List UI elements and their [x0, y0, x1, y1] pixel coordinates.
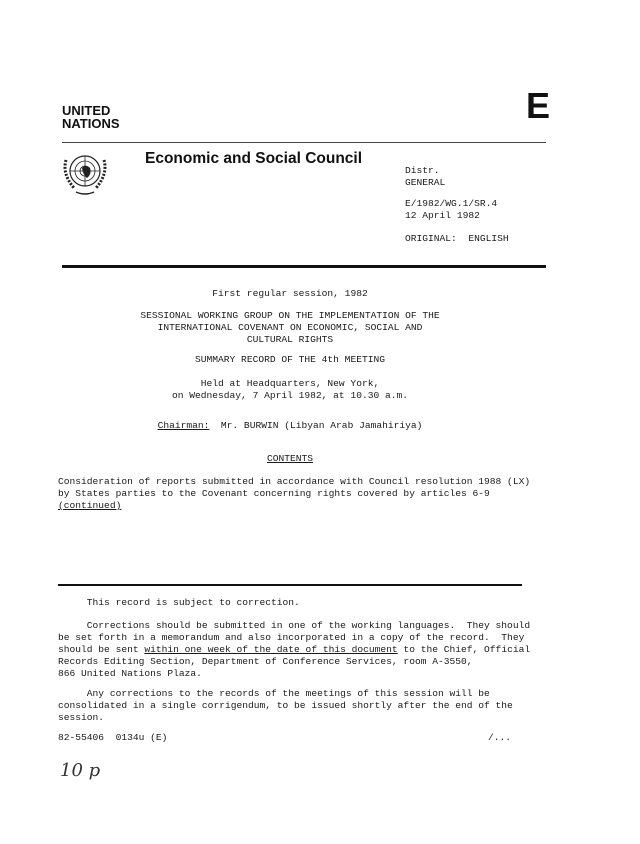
chairman-line: [0, 420, 580, 432]
org-name-line1: UNITED: [62, 103, 111, 118]
continuation-mark: /...: [488, 732, 512, 743]
contents-line-2: by States parties to the Covenant concerning rights covered by articles 6-9: [58, 488, 490, 499]
notice-p3-line3: session.: [58, 712, 105, 723]
record-title: SUMMARY RECORD OF THE 4th MEETING: [195, 354, 385, 365]
text: to the Chief, Official: [397, 644, 531, 655]
chairman-value: Mr. BURWIN (Libyan Arab Jamahiriya): [209, 420, 423, 431]
language-letter: E: [526, 85, 551, 126]
notice-p2-line2: be set forth in a memorandum and also incorporated in a copy of the record. They: [58, 632, 525, 643]
org-name-line2: NATIONS: [62, 116, 120, 131]
header-rule: [62, 142, 546, 143]
notice-p3-line1: Any corrections to the records of the meetings of this session will be: [58, 688, 490, 699]
deadline-underlined: within one week of the date of this document: [144, 644, 398, 655]
council-name: Economic and Social Council: [145, 150, 363, 167]
held-line-2: on Wednesday, 7 April 1982, at 10.30 a.m.: [171, 390, 409, 401]
contents-continued: (continued): [58, 500, 122, 511]
notice-p2-line3: [58, 644, 530, 656]
un-emblem-icon: [58, 148, 112, 198]
notice-rule: [58, 584, 522, 586]
document-symbol: E/1982/WG.1/SR.4: [405, 198, 498, 209]
original-language: ORIGINAL: ENGLISH: [405, 233, 509, 244]
notice-p3-line2: consolidated in a single corrigendum, to be issued shortly after the end of the: [58, 700, 513, 711]
document-date: 12 April 1982: [405, 210, 480, 221]
text: should be sent: [58, 644, 145, 655]
contents-line-1: Consideration of reports submitted in accordance with Council resolution 1988 (LX): [58, 476, 531, 487]
job-number: 82-55406 0134u (E): [58, 732, 168, 743]
held-line-1: Held at Headquarters, New York,: [200, 378, 380, 389]
contents-heading: CONTENTS: [266, 453, 314, 464]
group-line-2: INTERNATIONAL COVENANT ON ECONOMIC, SOCIAL AND: [157, 322, 423, 333]
session: First regular session, 1982: [212, 288, 368, 299]
group-line-3: CULTURAL RIGHTS: [246, 334, 334, 345]
notice-p2-line5: 866 United Nations Plaza.: [58, 668, 202, 679]
thick-rule: [62, 265, 546, 268]
notice-p2-line4: Records Editing Section, Department of Conference Services, room A-3550,: [58, 656, 473, 667]
group-line-1: SESSIONAL WORKING GROUP ON THE IMPLEMENTATION OF THE: [140, 310, 440, 321]
notice-p2-line1: Corrections should be submitted in one of the working languages. They should: [58, 620, 531, 631]
distr-value: GENERAL: [405, 177, 446, 188]
handwritten-note: 10 p: [60, 760, 101, 781]
chairman-label: Chairman:: [157, 420, 210, 431]
notice-p1: This record is subject to correction.: [58, 597, 300, 608]
distr-label: Distr.: [405, 165, 440, 176]
